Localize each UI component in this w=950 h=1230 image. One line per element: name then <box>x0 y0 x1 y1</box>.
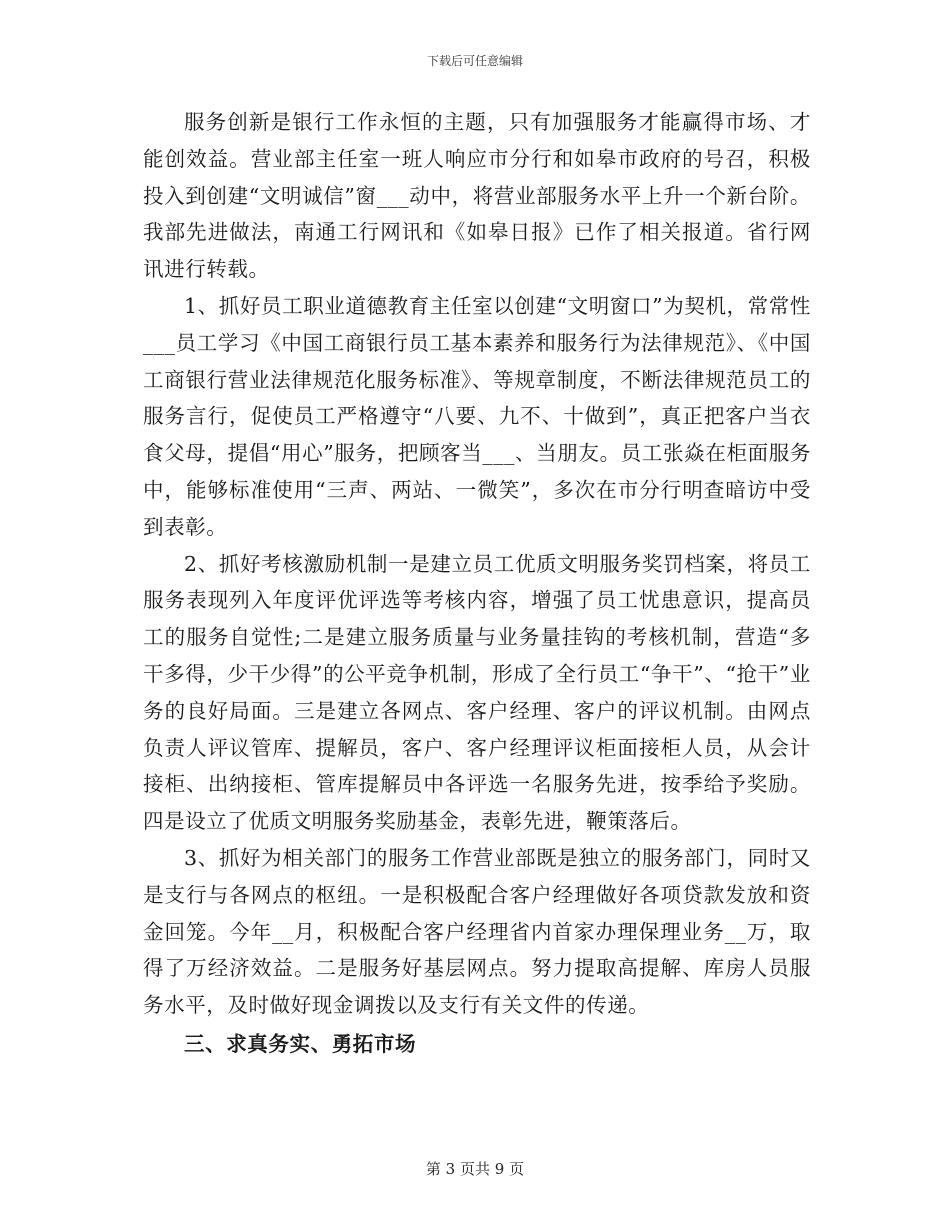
paragraph-ethics-education: 1、抓好员工职业道德教育主任室以创建“文明窗口”为契机，常常性___员工学习《中国工商银行员工基本素养和服务行为法律规范》、《中国工商银行营业法律规范化服务标准》、等规章制度，不断法律规范员工的服务言行，促使员工严格遵守“八要、九不、十做到”，真正把客户当衣食父母，提倡“用心”服务，把顾客当___、当朋友。员工张焱在柜面服务中，能够标准使用“三声、两站、一微笑”，多次在市分行明查暗访中受到表彰。 <box>143 293 811 539</box>
paragraph-incentive-mechanism: 2、抓好考核激励机制一是建立员工优质文明服务奖罚档案，将员工服务表现列入年度评优评选等考核内容，增强了员工忧患意识，提高员工的服务自觉性;二是建立服务质量与业务量挂钩的考核机制，营造“多干多得，少干少得”的公平竞争机制，形成了全行员工“争干”、“抢干”业务的良好局面。三是建立各网点、客户经理、客户的评议机制。由网点负责人评议管库、提解员，客户、客户经理评议柜面接柜人员，从会计接柜、出纳接柜、管库提解员中各评选一名服务先进，按季给予奖励。四是设立了优质文明服务奖励基金，表彰先进，鞭策落后。 <box>143 551 811 834</box>
paragraph-department-service: 3、抓好为相关部门的服务工作营业部既是独立的服务部门，同时又是支行与各网点的枢纽。一是积极配合客户经理做好各项贷款发放和资金回笼。今年__月，积极配合客户经理省内首家办理保理业务__万，取得了万经济效益。二是服务好基层网点。努力提取高提解、库房人员服务水平，及时做好现金调拨以及支行有关文件的传递。 <box>143 845 811 1018</box>
paragraph-intro: 服务创新是银行工作永恒的主题，只有加强服务才能赢得市场、才能创效益。营业部主任室一班人响应市分行和如皋市政府的号召，积极投入到创建“文明诚信”窗___动中，将营业部服务水平上升一个新台阶。我部先进做法，南通工行网讯和《如皋日报》已作了相关报道。省行网讯进行转载。 <box>143 110 811 282</box>
page-header: 下载后可任意编辑 <box>426 54 523 68</box>
page-number-footer: 第 3 页共 9 页 <box>425 1160 525 1178</box>
section-heading: 三、求真务实、勇拓市场 <box>184 1031 417 1056</box>
document-body <box>143 104 811 1063</box>
